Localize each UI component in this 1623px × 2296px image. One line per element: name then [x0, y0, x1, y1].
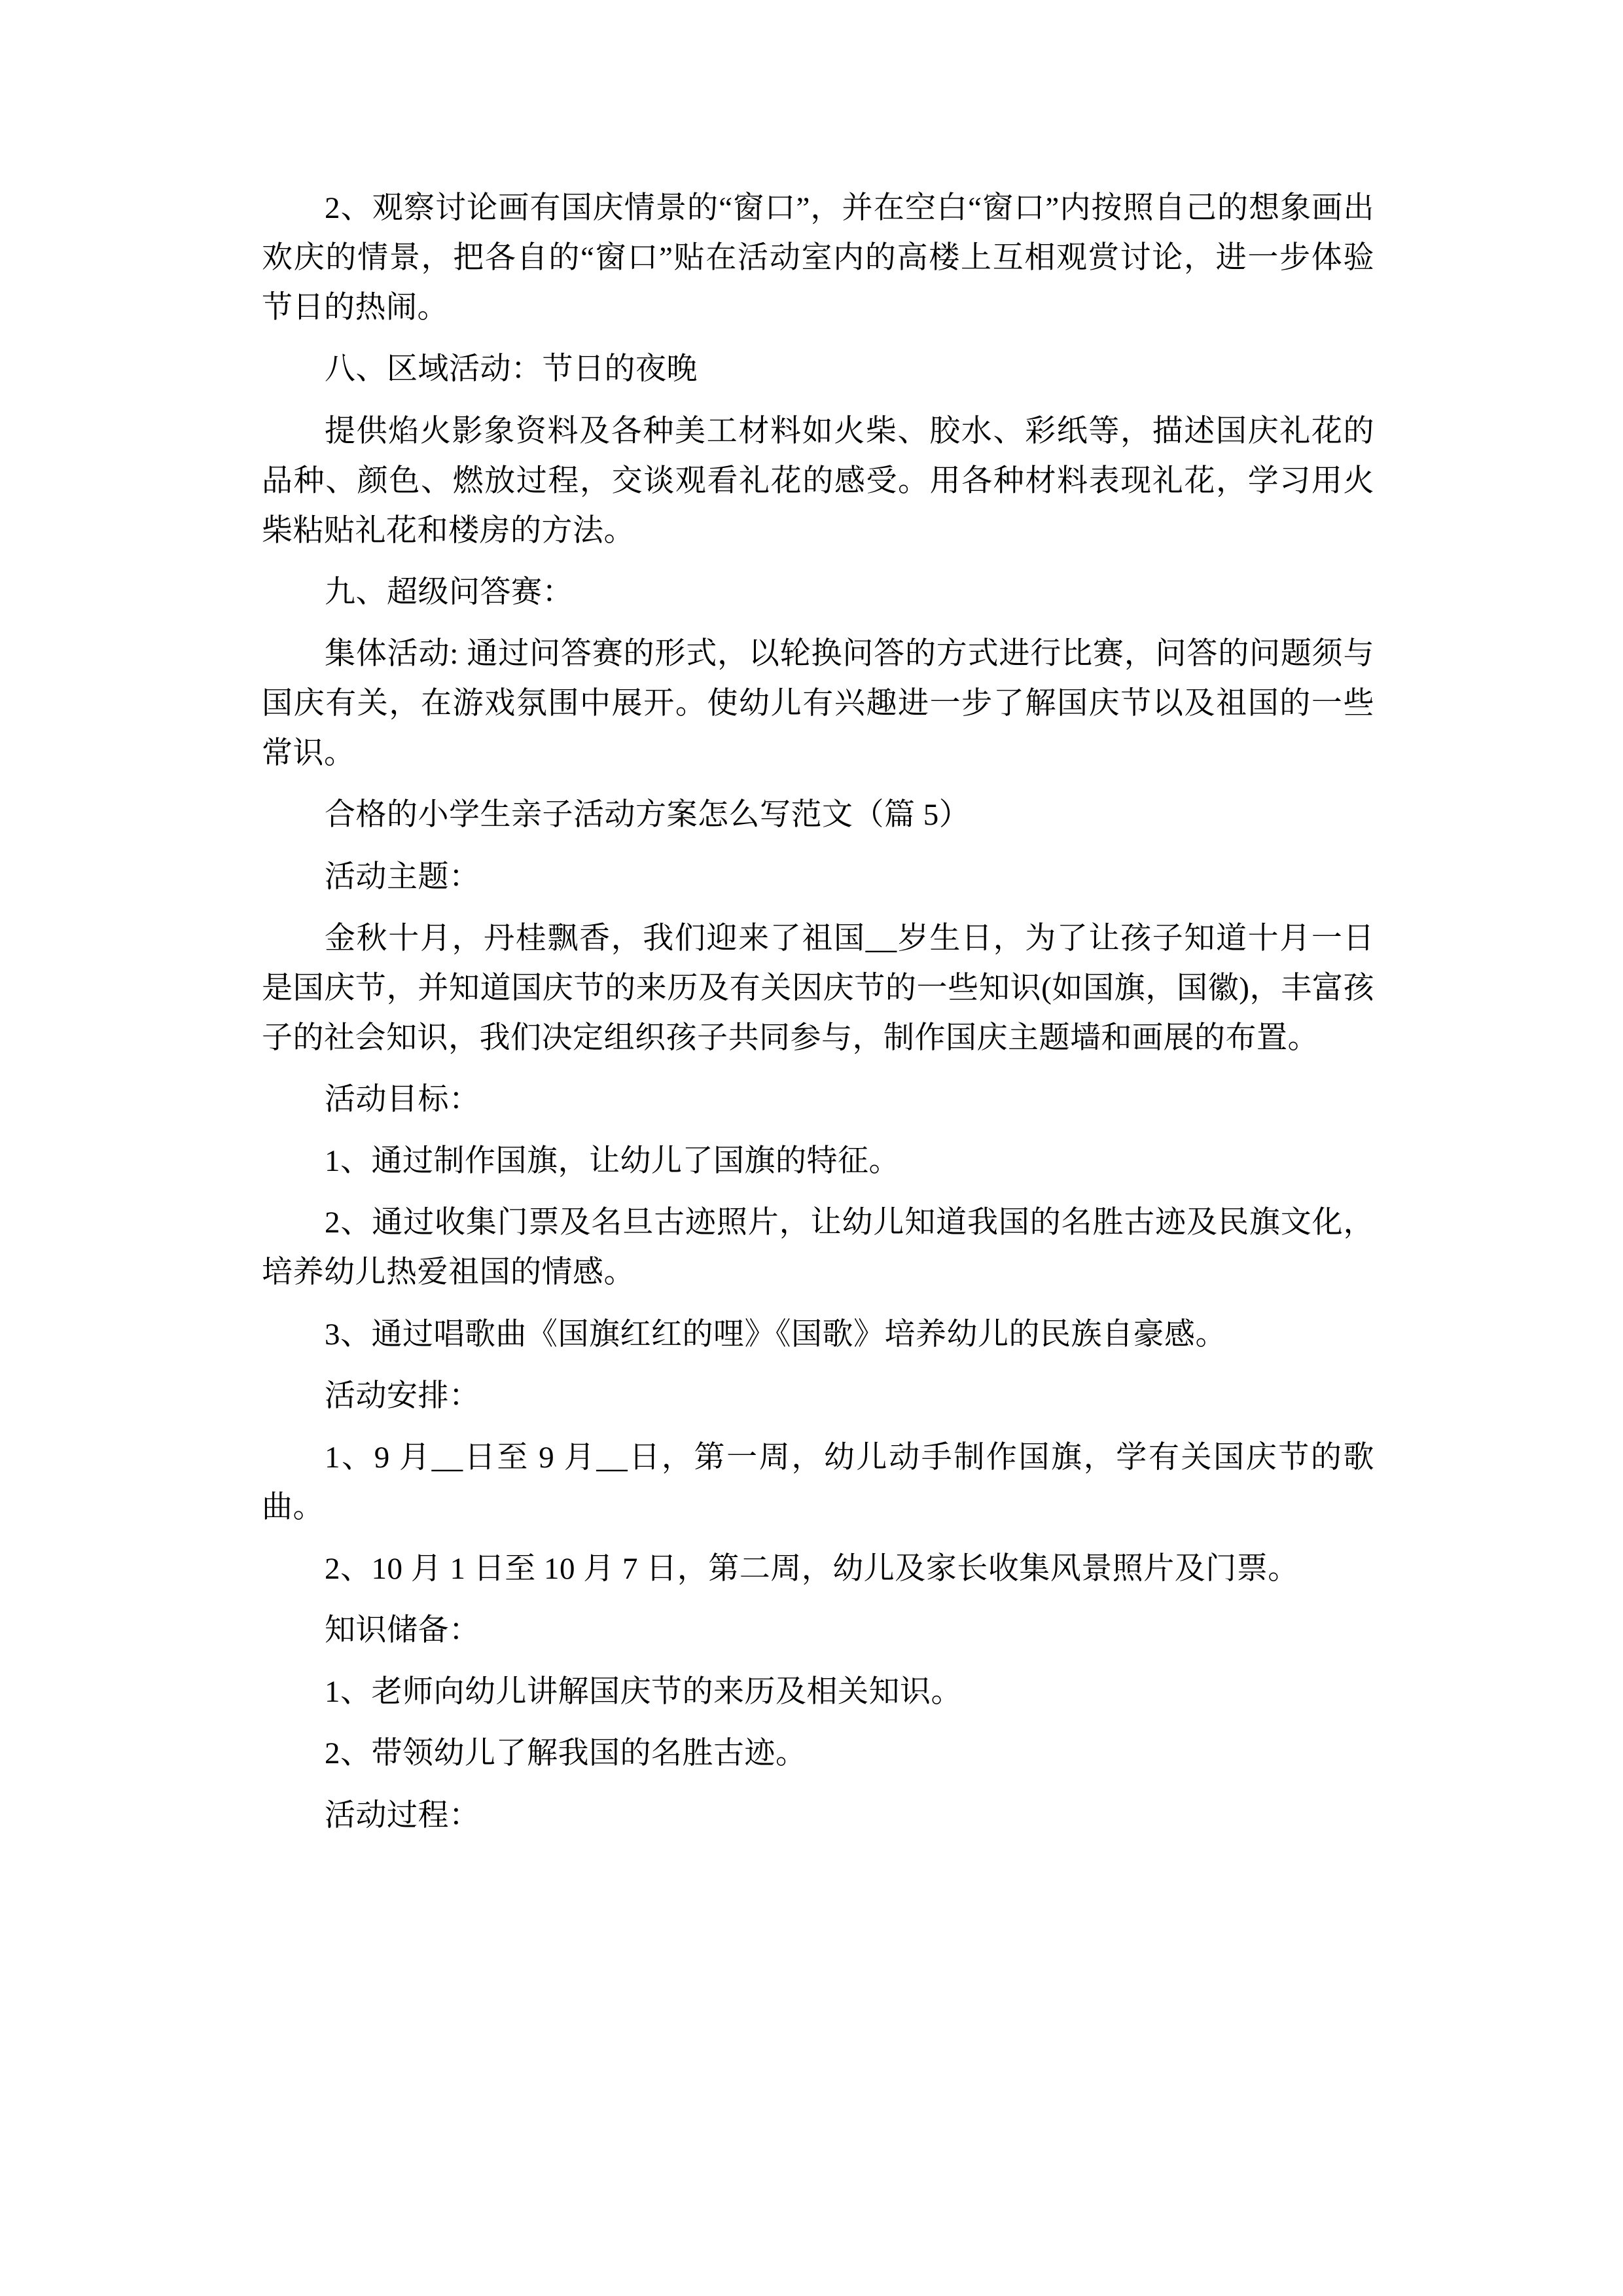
paragraph: 金秋十月，丹桂飘香，我们迎来了祖国__岁生日，为了让孩子知道十月一日是国庆节，并知道国庆节的来历及有关因庆节的一些知识(如国旗，国徽)，丰富孩子的社会知识，我们决定组织孩子共同参与，制作国庆主题墙和画展的布置。	[262, 921, 1374, 1055]
list-item: 1、9 月__日至 9 月__日，第一周，幼儿动手制作国旗，学有关国庆节的歌曲。	[262, 1440, 1374, 1524]
subsection-heading: 活动目标：	[325, 1083, 480, 1117]
paragraph: 提供焰火影象资料及各种美工材料如火柴、胶水、彩纸等，描述国庆礼花的品种、颜色、燃放过程，交谈观看礼花的感受。用各种材料表现礼花，学习用火柴粘贴礼花和楼房的方法。	[262, 414, 1374, 548]
section-heading: 八、区域活动：节日的夜晚	[325, 352, 698, 387]
list-item: 2、10 月 1 日至 10 月 7 日，第二周，幼儿及家长收集风景照片及门票。	[325, 1552, 1299, 1586]
list-item: 3、通过唱歌曲《国旗红红的哩》《国歌》培养幼儿的民族自豪感。	[325, 1317, 1226, 1352]
list-item: 2、通过收集门票及名旦古迹照片，让幼儿知道我国的名胜古迹及民旗文化，培养幼儿热爱祖国的情感。	[262, 1206, 1374, 1290]
list-item: 1、老师向幼儿讲解国庆节的来历及相关知识。	[325, 1675, 962, 1710]
section-heading: 九、超级问答赛：	[325, 575, 573, 609]
list-item: 2、带领幼儿了解我国的名胜古迹。	[325, 1736, 807, 1771]
list-item: 1、通过制作国旗，让幼儿了国旗的特征。	[325, 1144, 900, 1179]
paragraph: 2、观察讨论画有国庆情景的“窗口”，并在空白“窗口”内按照自己的想象画出欢庆的情景，把各自的“窗口”贴在活动室内的高楼上互相观赏讨论，进一步体验节日的热闹。	[262, 191, 1374, 325]
document-body	[262, 183, 1374, 1852]
subsection-heading: 活动主题：	[325, 859, 480, 894]
subsection-heading: 知识储备：	[325, 1613, 480, 1648]
paragraph: 集体活动: 通过问答赛的形式，以轮换问答的方式进行比赛，问答的问题须与国庆有关，在游戏氛围中展开。使幼儿有兴趣进一步了解国庆节以及祖国的一些常识。	[262, 637, 1374, 771]
subsection-heading: 活动安排：	[325, 1378, 480, 1413]
article-title: 合格的小学生亲子活动方案怎么写范文（篇 5）	[325, 798, 971, 833]
subsection-heading: 活动过程：	[325, 1798, 480, 1833]
